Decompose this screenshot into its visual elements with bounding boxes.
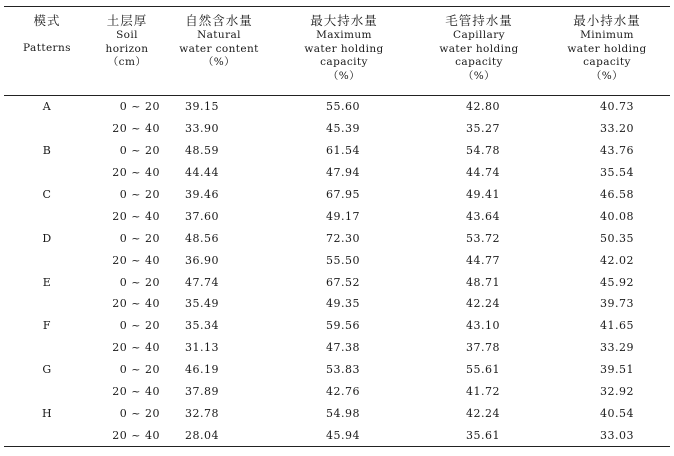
header-label-unit: （cm） xyxy=(107,56,147,68)
cell-min: 32.92 xyxy=(600,385,634,399)
header-label-unit: （%） xyxy=(202,56,236,68)
cell-pattern xyxy=(4,337,90,359)
table-row xyxy=(4,424,670,446)
cell-depth: 20 ~ 40 xyxy=(112,122,160,136)
cell-capillary: 55.61 xyxy=(466,363,500,377)
table-row xyxy=(4,271,670,293)
cell-depth: 20 ~ 40 xyxy=(90,424,164,446)
table-row xyxy=(4,249,670,271)
cell-capillary: 35.61 xyxy=(414,424,544,446)
cell-min: 33.20 xyxy=(600,122,634,136)
header-min-water xyxy=(544,7,670,96)
cell-depth: 0 ~ 20 xyxy=(119,231,160,245)
table-row xyxy=(4,96,670,118)
cell-pattern xyxy=(4,381,90,403)
cell-max: 55.50 xyxy=(326,253,360,267)
cell-max: 72.30 xyxy=(326,231,360,245)
cell-capillary: 43.10 xyxy=(466,319,500,333)
cell-min: 40.08 xyxy=(600,209,634,223)
header-max-water xyxy=(274,7,414,96)
table-row xyxy=(4,227,670,249)
cell-pattern: C xyxy=(42,188,52,201)
header-patterns xyxy=(4,7,90,96)
table-row xyxy=(4,140,670,162)
cell-max: 49.35 xyxy=(326,297,360,311)
cell-capillary: 41.72 xyxy=(466,385,500,399)
cell-natural: 39.15 xyxy=(185,100,219,114)
cell-capillary: 49.41 xyxy=(466,188,500,201)
cell-pattern: A xyxy=(42,100,52,114)
cell-pattern: B xyxy=(42,144,52,158)
cell-natural: 44.44 xyxy=(185,166,219,180)
cell-capillary: 42.80 xyxy=(466,100,500,114)
header-row xyxy=(4,7,670,96)
cell-pattern xyxy=(4,249,90,271)
header-label-zh: 毛管持水量 xyxy=(445,13,513,28)
header-label-en: Minimum xyxy=(580,29,634,41)
cell-min: 50.35 xyxy=(600,231,634,245)
cell-max: 47.94 xyxy=(326,166,360,180)
cell-pattern xyxy=(4,293,90,315)
cell-min: 43.76 xyxy=(600,144,634,158)
cell-max: 42.76 xyxy=(326,385,360,399)
header-label-unit: （%） xyxy=(590,69,624,82)
header-label-zh: 模式 xyxy=(33,13,61,28)
cell-min: 41.65 xyxy=(600,319,634,333)
header-label-en: capacity xyxy=(320,56,368,68)
cell-depth: 0 ~ 20 xyxy=(119,144,160,158)
table-row xyxy=(4,315,670,337)
cell-depth: 0 ~ 20 xyxy=(119,100,160,114)
cell-min: 39.51 xyxy=(600,363,634,377)
table-row xyxy=(4,402,670,424)
cell-pattern: H xyxy=(41,406,53,420)
cell-natural: 48.56 xyxy=(185,231,219,245)
cell-capillary: 42.24 xyxy=(466,406,500,420)
cell-max: 53.83 xyxy=(326,363,360,377)
cell-natural: 37.60 xyxy=(185,209,219,223)
cell-capillary: 54.78 xyxy=(466,144,500,158)
cell-depth: 20 ~ 40 xyxy=(112,385,160,399)
header-label-unit: （%） xyxy=(462,69,496,82)
header-label-zh: 最小持水量 xyxy=(573,13,641,28)
header-soil-horizon xyxy=(90,7,164,96)
cell-natural: 35.49 xyxy=(185,297,219,311)
soil-water-table xyxy=(4,6,670,447)
cell-pattern: D xyxy=(42,231,52,245)
cell-depth: 0 ~ 20 xyxy=(119,275,160,289)
cell-pattern xyxy=(4,118,90,140)
cell-min: 39.73 xyxy=(600,297,634,311)
cell-depth: 20 ~ 40 xyxy=(112,297,160,311)
cell-pattern xyxy=(4,162,90,184)
cell-natural: 47.74 xyxy=(185,275,219,289)
table-row xyxy=(4,118,670,140)
cell-max: 54.98 xyxy=(326,406,360,420)
cell-natural: 46.19 xyxy=(185,363,219,377)
cell-max: 61.54 xyxy=(326,144,360,158)
cell-pattern: G xyxy=(42,363,52,377)
table-row xyxy=(4,337,670,359)
cell-max: 45.39 xyxy=(326,122,360,136)
cell-depth: 0 ~ 20 xyxy=(119,406,160,420)
table-row xyxy=(4,293,670,315)
cell-max: 49.17 xyxy=(326,209,360,223)
cell-capillary: 42.24 xyxy=(466,297,500,311)
cell-min: 42.02 xyxy=(600,253,634,267)
cell-max: 45.94 xyxy=(274,424,414,446)
table-row xyxy=(4,381,670,403)
cell-capillary: 43.64 xyxy=(466,209,500,223)
cell-pattern: F xyxy=(42,319,52,333)
header-label-en: water holding xyxy=(439,42,519,55)
cell-min: 33.29 xyxy=(600,341,634,355)
cell-capillary: 44.74 xyxy=(466,166,500,180)
header-label-en: water holding xyxy=(567,42,647,55)
header-label-en: capacity xyxy=(583,56,631,68)
cell-depth: 20 ~ 40 xyxy=(112,341,160,355)
header-label-en: water content xyxy=(179,42,259,55)
cell-depth: 20 ~ 40 xyxy=(112,166,160,180)
cell-max: 47.38 xyxy=(326,341,360,355)
cell-depth: 20 ~ 40 xyxy=(112,209,160,223)
header-label-unit: （%） xyxy=(327,69,361,82)
cell-max: 55.60 xyxy=(326,100,360,114)
header-label-en: Maximum xyxy=(316,29,372,41)
cell-max: 67.95 xyxy=(326,188,360,201)
table-row xyxy=(4,359,670,381)
table-body xyxy=(4,96,670,447)
table-row xyxy=(4,162,670,184)
header-natural-water xyxy=(164,7,274,96)
cell-max: 59.56 xyxy=(326,319,360,333)
cell-natural: 39.46 xyxy=(185,188,219,201)
cell-min: 40.73 xyxy=(600,100,634,114)
header-label-en: Capillary xyxy=(453,29,505,41)
cell-natural: 32.78 xyxy=(185,406,219,420)
cell-depth: 20 ~ 40 xyxy=(112,253,160,267)
cell-natural: 36.90 xyxy=(185,253,219,267)
table-row xyxy=(4,205,670,227)
header-label-zh: 自然含水量 xyxy=(185,13,253,28)
cell-capillary: 35.27 xyxy=(466,122,500,136)
cell-pattern xyxy=(4,205,90,227)
cell-min: 45.92 xyxy=(600,275,634,289)
header-label-en: Patterns xyxy=(23,42,71,54)
cell-natural: 48.59 xyxy=(185,144,219,158)
cell-natural: 31.13 xyxy=(185,341,219,355)
cell-natural: 37.89 xyxy=(185,385,219,399)
cell-depth: 0 ~ 20 xyxy=(119,363,160,377)
cell-natural: 28.04 xyxy=(164,424,274,446)
cell-depth: 0 ~ 20 xyxy=(119,188,160,201)
cell-capillary: 48.71 xyxy=(466,275,500,289)
cell-min: 46.58 xyxy=(600,188,634,201)
header-capillary-water xyxy=(414,7,544,96)
cell-max: 67.52 xyxy=(326,275,360,289)
cell-min: 40.54 xyxy=(600,406,634,420)
header-label-en: horizon xyxy=(105,42,149,55)
cell-pattern xyxy=(4,424,90,446)
header-label-en: water holding xyxy=(304,42,384,55)
header-label-en: Soil xyxy=(116,29,138,41)
cell-min: 33.03 xyxy=(544,424,670,446)
cell-min: 35.54 xyxy=(600,166,634,180)
cell-pattern: E xyxy=(42,275,52,289)
cell-depth: 0 ~ 20 xyxy=(119,319,160,333)
header-label-en: capacity xyxy=(455,56,503,68)
table-header xyxy=(4,7,670,96)
cell-natural: 33.90 xyxy=(185,122,219,136)
cell-natural: 35.34 xyxy=(185,319,219,333)
cell-capillary: 37.78 xyxy=(466,341,500,355)
table-row xyxy=(4,184,670,206)
header-label-en: Natural xyxy=(197,29,241,41)
header-label-zh: 土层厚 xyxy=(106,13,148,28)
cell-capillary: 44.77 xyxy=(466,253,500,267)
header-label-zh: 最大持水量 xyxy=(310,13,378,28)
cell-capillary: 53.72 xyxy=(466,231,500,245)
